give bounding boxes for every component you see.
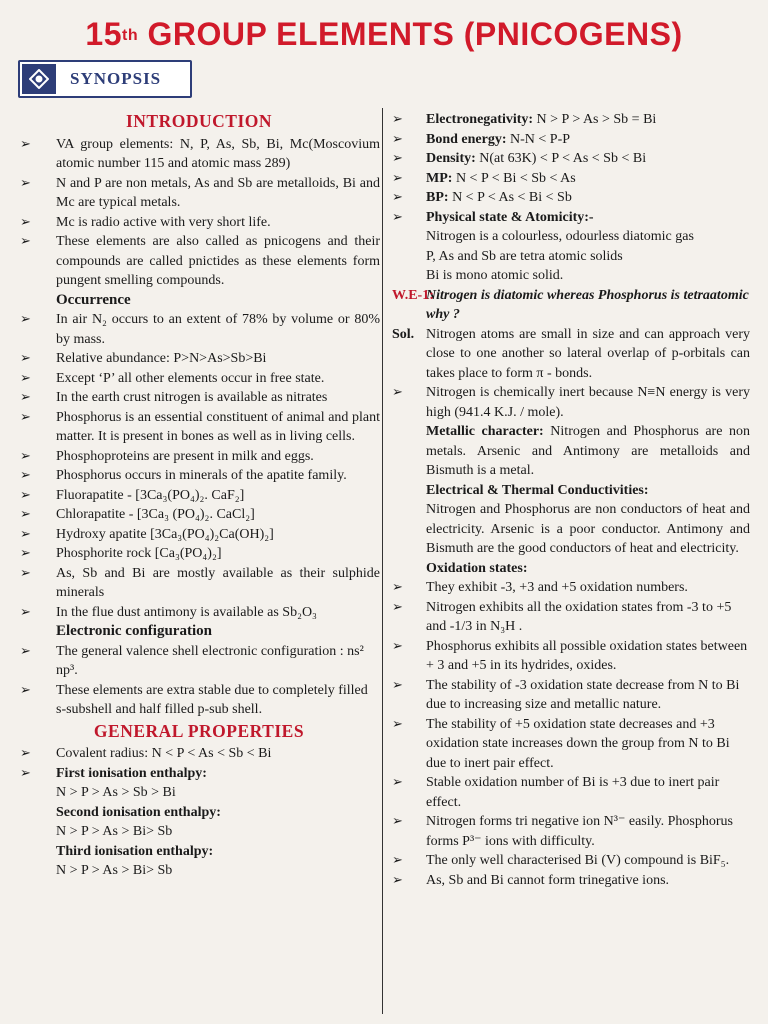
electronic-configuration-heading: Electronic configuration <box>56 623 212 639</box>
list-item: ➢ In the earth crust nitrogen is available as nitrates <box>18 388 380 408</box>
first-ie-label: ➢ First ionisation enthalpy: <box>18 764 380 784</box>
first-ie-value: N > P > As > Sb > Bi <box>56 785 176 800</box>
list-item: ➢ Phosphoproteins are present in milk and eggs. <box>18 447 380 467</box>
we-question: Nitrogen is diatomic whereas Phosphorus is tetraatomic why ? <box>426 287 749 322</box>
sol-text: Nitrogen atoms are small in size and can approach very close to one another so lateral overlap of p-orbitals can takes place to form π - bonds. <box>426 326 750 381</box>
conductivity-text: Nitrogen and Phosphorus are non conductors of heat and electricity. Arsenic is a poor conductor. Antimony and Bismuth are the good conductors of heat and electricity. <box>426 502 750 556</box>
general-properties-heading: GENERAL PROPERTIES <box>93 720 305 741</box>
list-item: ➢ Stable oxidation number of Bi is +3 due to inert pair effect. <box>388 773 750 812</box>
list-item: ➢ Phosphorus exhibits all possible oxidation states between + 3 and +5 in its hydrides, oxides. <box>388 637 750 676</box>
list-item: ➢ The only well characterised Bi (V) compound is BiF₅. <box>388 851 750 871</box>
physical-state-heading: ➢ Physical state & Atomicity:- <box>388 208 750 228</box>
list-item: ➢ Phosphorite rock [Ca₃(PO₄)₂] <box>18 544 380 564</box>
left-column <box>18 110 380 881</box>
third-ie-value: N > P > As > Bi> Sb <box>56 863 173 878</box>
second-ie-value: N > P > As > Bi> Sb <box>56 824 173 839</box>
introduction-heading: INTRODUCTION <box>125 111 273 131</box>
list-item: ➢ Hydroxy apatite [3Ca₃(PO₄)₂Ca(OH)₂] <box>18 525 380 545</box>
list-item: ➢ Fluorapatite - [3Ca₃(PO₄)₂. CaF₂] <box>18 486 380 506</box>
property-item: ➢ BP: N < P < As < Bi < Sb <box>388 188 750 208</box>
list-item: ➢ They exhibit -3, +3 and +5 oxidation numbers. <box>388 578 750 598</box>
list-item: ➢ Phosphorus occurs in minerals of the apatite family. <box>18 466 380 486</box>
physical-line: Nitrogen is a colourless, odourless diatomic gas <box>426 229 694 244</box>
list-item: ➢ Nitrogen forms tri negative ion N³⁻ easily. Phosphorus forms P³⁻ ions with difficulty. <box>388 812 750 851</box>
third-ie-label: Third ionisation enthalpy: <box>56 843 214 859</box>
list-item: ➢ Mc is radio active with very short life. <box>18 213 380 233</box>
page-title: 15th GROUP ELEMENTS (PNICOGENS) <box>85 16 683 52</box>
list-item: ➢ As, Sb and Bi cannot form trinegative ions. <box>388 871 750 891</box>
property-item: ➢ Bond energy: N-N < P-P <box>388 130 750 150</box>
list-item: ➢ These elements are also called as pnicogens and their compounds are called pnictides as these elements form pungent smelling compounds. <box>18 232 380 291</box>
gear-diamond-icon <box>22 64 56 94</box>
we-label: W.E-1: <box>392 287 434 303</box>
property-item: ➢ Electronegativity: N > P > As > Sb = Bi <box>388 110 750 130</box>
list-item: ➢ As, Sb and Bi are mostly available as their sulphide minerals <box>18 564 380 603</box>
synopsis-label: SYNOPSIS <box>70 69 162 88</box>
synopsis-badge <box>18 60 192 98</box>
solution <box>388 325 750 384</box>
list-item: ➢ Nitrogen is chemically inert because N≡N energy is very high (941.4 K.J. / mole). <box>388 383 750 422</box>
property-item: ➢ MP: N < P < Bi < Sb < As <box>388 169 750 189</box>
list-item: ➢ In air N₂ occurs to an extent of 78% by volume or 80% by mass. <box>18 310 380 349</box>
list-item: ➢ VA group elements: N, P, As, Sb, Bi, Mc(Moscovium atomic number 115 and atomic mass 289) <box>18 135 380 174</box>
right-column <box>388 110 750 890</box>
metallic-character: Metallic character: Nitrogen and Phosphorus are non metals. Arsenic and Antimony are metalloids and Bismuth is a metal. <box>426 424 750 478</box>
column-divider <box>382 108 383 1014</box>
conductivity-heading: Electrical & Thermal Conductivities: <box>426 482 649 498</box>
list-item: ➢ Phosphorus is an essential constituent of animal and plant matter. It is present in bones as well as in living cells. <box>18 408 380 447</box>
list-item: ➢ Except ‘P’ all other elements occur in free state. <box>18 369 380 389</box>
list-item: ➢ These elements are extra stable due to completely filled s-subshell and half filled p-sub shell. <box>18 681 380 720</box>
physical-line: Bi is mono atomic solid. <box>426 268 564 283</box>
list-item: ➢ Relative abundance: P>N>As>Sb>Bi <box>18 349 380 369</box>
covalent-radius-item: ➢ Covalent radius: N < P < As < Sb < Bi <box>18 744 380 764</box>
list-item: ➢ In the flue dust antimony is available as Sb₂O₃ <box>18 603 380 623</box>
list-item: ➢ Chlorapatite - [3Ca₃ (PO₄)₂. CaCl₂] <box>18 505 380 525</box>
list-item: ➢ The stability of +5 oxidation state decreases and +3 oxidation state increases down the group from N to Bi due to inert pair effect. <box>388 715 750 774</box>
occurrence-heading: Occurrence <box>56 291 131 308</box>
sol-label: Sol. <box>392 326 415 342</box>
physical-line: P, As and Sb are tetra atomic solids <box>426 248 623 264</box>
second-ie-label: Second ionisation enthalpy: <box>56 804 221 820</box>
worked-example <box>388 286 750 325</box>
list-item: ➢ The stability of -3 oxidation state decrease from N to Bi due to increasing size and metallic nature. <box>388 676 750 715</box>
oxidation-heading: Oxidation states: <box>426 560 528 576</box>
list-item: ➢ Nitrogen exhibits all the oxidation states from -3 to +5 and -1/3 in N₃H . <box>388 598 750 637</box>
list-item: ➢ N and P are non metals, As and Sb are metalloids, Bi and Mc are typical metals. <box>18 174 380 213</box>
list-item: ➢ The general valence shell electronic configuration : ns² np³. <box>18 642 380 681</box>
property-item: ➢ Density: N(at 63K) < P < As < Sb < Bi <box>388 149 750 169</box>
